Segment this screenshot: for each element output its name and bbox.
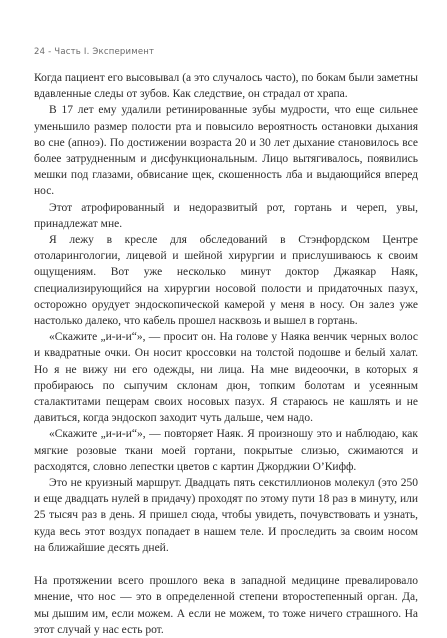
paragraph: «Скажите „и-и-и“», — просит он. На голове у Наяка венчик черных волос и квадратные очки. Он носит кроссовки на толстой подошве и белый халат. Но я не вижу ни его одежды, ни лица. На мне видеоочки, в которых я пробираюсь по сыпучим склонам дюн, топким болотам и усеянным сталактитами пещерам своих носовых пазух. Я стараюсь не кашлять и не давиться, когда эндоскоп заходит чуть дальше, чем надо. (34, 331, 418, 425)
paragraph: Я лежу в кресле для обследований в Стэнфордском Центре отоларингологии, лицевой и шейной хирургии и прислушиваюсь к своим ощущениям. Вот уже несколько минут доктор Джаякар Наяк, специализирующийся на хирургии носовой полости и придаточных пазух, осторожно орудует эндоскопической камерой у меня в носу. Он залез уже настолько далеко, что кабель прошел насквозь и вышел в гортань. (34, 234, 418, 328)
paragraph: На протяжении всего прошлого века в западной медицине превалировало мнение, что нос — это в определенной степени второстепенный орган. Да, мы дышим им, если можем. А если не можем, то тоже ничего страшного. На этот случай у нас есть рот. (34, 575, 418, 636)
paragraph: Когда пациент его высовывал (а это случалось часто), по бокам были заметны вдавленные следы от зубов. Как следствие, он страдал от храпа. (34, 72, 418, 101)
body-text (34, 70, 418, 638)
paragraph: Этот атрофированный и недоразвитый рот, гортань и череп, увы, принадлежат мне. (34, 201, 418, 230)
section-break (34, 556, 418, 573)
paragraph: «Скажите „и-и-и“», — повторяет Наяк. Я произношу это и наблюдаю, как мягкие розовые ткани моей гортани, покрытые слизью, сжимаются и расходятся, словно лепестки цветов с картин Джорджии О’Кифф. (34, 428, 418, 473)
paragraph: В 17 лет ему удалили ретинированные зубы мудрости, что еще сильнее уменьшило размер полости рта и повысило вероятность остановки дыхания во сне (апноэ). По достижении возраста 20 и 30 лет дыхание становилось все более затрудненным и дисфункциональным. Лицо вытягивалось, появились мешки под глазами, обвисание щек, скошенность лба и выдающийся вперед нос. (34, 104, 418, 198)
paragraph: Это не круизный маршрут. Двадцать пять секстиллионов молекул (это 250 и еще двадцать нулей в придачу) проходят по этому пути 18 раз в минуту, или 25 тысяч раз в день. Я пришел сюда, чтобы увидеть, почувствовать и узнать, куда весь этот воздух попадает в нашем теле. И проследить за своим носом на ближайшие десять дней. (34, 477, 418, 554)
running-head: 24 - Часть I. Эксперимент (34, 47, 155, 57)
